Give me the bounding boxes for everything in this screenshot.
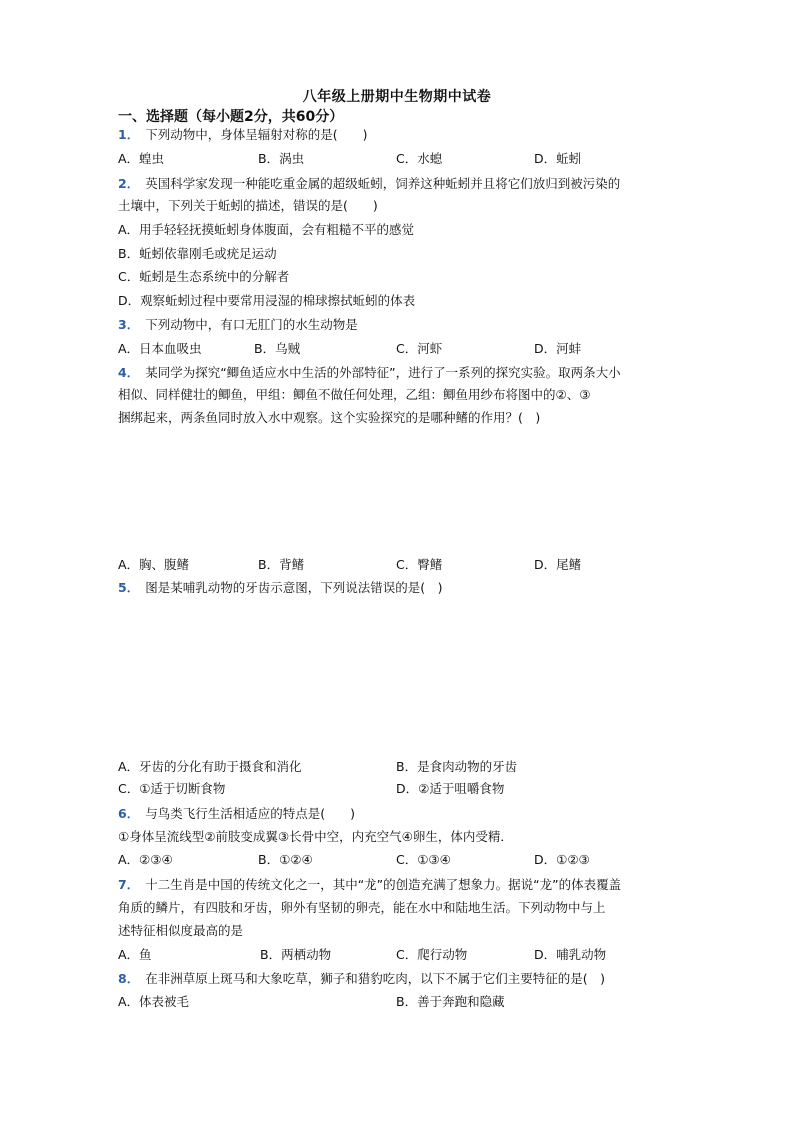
question-number: 5． bbox=[118, 580, 140, 595]
option-b: B．背鳍 bbox=[258, 557, 305, 572]
option-d: D．蚯蚓 bbox=[534, 151, 582, 166]
option-a: A．体表被毛 bbox=[118, 994, 190, 1009]
option-c: C．臀鳍 bbox=[396, 557, 443, 572]
option-a: A．胸、腹鳍 bbox=[118, 557, 190, 572]
option-c: C．河虾 bbox=[396, 341, 443, 356]
option-b: B．两栖动物 bbox=[260, 947, 332, 962]
question-number: 1． bbox=[118, 127, 140, 142]
question-4-line3: 捆绑起来，两条鱼同时放入水中观察。这个实验探究的是哪种鳍的作用？( ) bbox=[118, 410, 541, 425]
option-d: D．①②③ bbox=[534, 852, 590, 867]
option-b: B．①②④ bbox=[258, 852, 313, 867]
question-text: 与鸟类飞行生活相适应的特点是( ) bbox=[145, 806, 355, 821]
question-1 bbox=[118, 126, 367, 144]
question-text: 十二生肖是中国的传统文化之一，其中“龙”的创造充满了想象力。据说“龙”的体表覆盖 bbox=[145, 877, 622, 892]
option-c: C．蚯蚓是生态系统中的分解者 bbox=[118, 269, 290, 284]
question-text: 在非洲草原上斑马和大象吃草，狮子和猎豹吃肉，以下不属于它们主要特征的是( ) bbox=[145, 971, 605, 986]
option-d: D．河蚌 bbox=[534, 341, 582, 356]
option-a: A．鱼 bbox=[118, 947, 152, 962]
question-text: 下列动物中，身体呈辐射对称的是( ) bbox=[145, 127, 368, 142]
section-heading: 一、选择题（每小题2分，共60分） bbox=[118, 109, 344, 125]
question-8 bbox=[118, 970, 605, 988]
option-c: C．①③④ bbox=[396, 852, 451, 867]
fish-figure-placeholder bbox=[118, 432, 678, 552]
question-4-line2: 相似、同样健壮的鲫鱼，甲组：鲫鱼不做任何处理，乙组：鲫鱼用纱布将图中的②、③ bbox=[118, 387, 591, 402]
question-7 bbox=[118, 876, 621, 894]
option-a: A．日本血吸虫 bbox=[118, 341, 202, 356]
question-number: 4． bbox=[118, 365, 140, 380]
option-b: B．乌贼 bbox=[254, 341, 301, 356]
option-d: D．哺乳动物 bbox=[534, 947, 607, 962]
option-c: C．①适于切断食物 bbox=[118, 781, 226, 796]
teeth-figure-placeholder bbox=[118, 602, 678, 752]
question-number: 3． bbox=[118, 317, 140, 332]
option-c: C．水螅 bbox=[396, 151, 443, 166]
option-b: B．是食肉动物的牙齿 bbox=[396, 759, 518, 774]
option-a: A．蝗虫 bbox=[118, 151, 165, 166]
question-5 bbox=[118, 579, 442, 597]
option-d: D．观察蚯蚓过程中要常用浸湿的棉球擦拭蚯蚓的体表 bbox=[118, 293, 416, 308]
question-2-line2: 土壤中，下列关于蚯蚓的描述，错误的是( ) bbox=[118, 198, 378, 213]
question-number: 6． bbox=[118, 806, 140, 821]
question-text: 下列动物中，有口无肛门的水生动物是 bbox=[145, 317, 358, 332]
question-2 bbox=[118, 175, 620, 193]
question-number: 2． bbox=[118, 176, 140, 191]
question-7-line2: 角质的鳞片，有四肢和牙齿，卵外有坚韧的卵壳，能在水中和陆地生活。下列动物中与上 bbox=[118, 900, 606, 915]
option-d: D．尾鳍 bbox=[534, 557, 582, 572]
option-c: C．爬行动物 bbox=[396, 947, 468, 962]
option-b: B．善于奔跑和隐藏 bbox=[396, 994, 505, 1009]
question-number: 7． bbox=[118, 877, 140, 892]
option-b: B．涡虫 bbox=[258, 151, 305, 166]
option-d: D．②适于咀嚼食物 bbox=[396, 781, 505, 796]
question-4 bbox=[118, 364, 621, 382]
question-6-statements: ①身体呈流线型②前肢变成翼③长骨中空，内充空气④卵生，体内受精． bbox=[118, 829, 513, 844]
option-a: A．用手轻轻抚摸蚯蚓身体腹面，会有粗糙不平的感觉 bbox=[118, 222, 415, 237]
question-text: 英国科学家发现一种能吃重金属的超级蚯蚓，饲养这种蚯蚓并且将它们放归到被污染的 bbox=[145, 176, 621, 191]
question-7-line3: 述特征相似度最高的是 bbox=[118, 923, 244, 938]
page-title: 八年级上册期中生物期中试卷 bbox=[302, 89, 492, 105]
question-text: 图是某哺乳动物的牙齿示意图，下列说法错误的是( ) bbox=[145, 580, 443, 595]
question-text: 某同学为探究“鲫鱼适应水中生活的外部特征”，进行了一系列的探究实验。取两条大小 bbox=[145, 365, 621, 380]
option-a: A．牙齿的分化有助于摄食和消化 bbox=[118, 759, 302, 774]
question-number: 8． bbox=[118, 971, 140, 986]
question-3 bbox=[118, 316, 358, 334]
question-6 bbox=[118, 805, 355, 823]
option-b: B．蚯蚓依靠刚毛或疣足运动 bbox=[118, 246, 277, 261]
option-a: A．②③④ bbox=[118, 852, 173, 867]
